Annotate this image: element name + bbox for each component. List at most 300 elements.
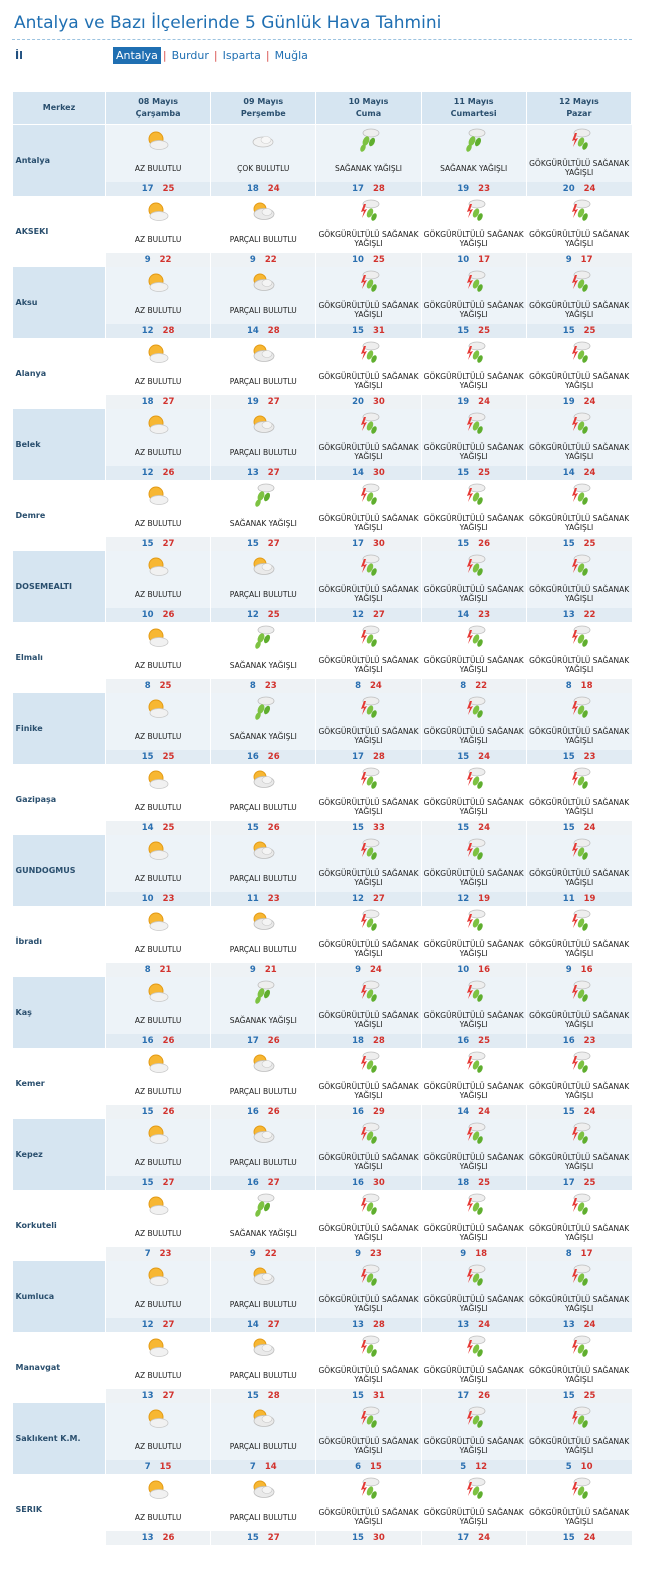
sun-cloud-icon: [106, 1332, 210, 1362]
day-header: [421, 92, 526, 125]
weather-description: GÖKGÜRÜLTÜLÜ SAĞANAK YAĞIŞLI: [318, 1437, 419, 1455]
weather-description: PARÇALI BULUTLU: [229, 1086, 297, 1096]
temperature-cell: [316, 1176, 421, 1190]
low-temp: 12: [352, 894, 364, 904]
weather-description: GÖKGÜRÜLTÜLÜ SAĞANAK YAĞIŞLI: [423, 372, 524, 390]
temperature-cell: [421, 1318, 526, 1332]
weather-description: AZ BULUTLU: [134, 234, 182, 244]
low-temp: 16: [246, 1178, 259, 1188]
low-temp: 13: [246, 468, 259, 478]
low-temp: 9: [249, 255, 256, 265]
city-name: Manavgat: [15, 1363, 61, 1372]
forecast-cell: [316, 1403, 421, 1460]
thunder-shower-icon: [422, 764, 526, 794]
low-temp: 15: [141, 1107, 154, 1117]
thunder-shower-icon: [422, 1048, 526, 1078]
weather-description: SAĞANAK YAĞIŞLI: [229, 518, 297, 528]
forecast-cell: [106, 622, 211, 679]
low-temp: 18: [457, 1178, 470, 1188]
weather-description: GÖKGÜRÜLTÜLÜ SAĞANAK YAĞIŞLI: [318, 869, 419, 887]
forecast-cell: [211, 1119, 316, 1176]
temperature-cell: [211, 1460, 316, 1474]
partly-cloudy-icon: [211, 551, 315, 581]
weather-description: GÖKGÜRÜLTÜLÜ SAĞANAK YAĞIŞLI: [529, 585, 630, 603]
high-temp: 27: [267, 1178, 280, 1188]
high-temp: 25: [583, 539, 596, 549]
thunder-shower-icon: [316, 1119, 420, 1149]
weather-description: GÖKGÜRÜLTÜLÜ SAĞANAK YAĞIŞLI: [423, 301, 524, 319]
low-temp: 15: [562, 1391, 575, 1401]
low-temp: 15: [562, 326, 575, 336]
thunder-shower-icon: [422, 906, 526, 936]
forecast-cell: [106, 551, 211, 608]
temperature-cell: [106, 1531, 211, 1545]
high-temp: 19: [478, 894, 490, 904]
high-temp: 27: [162, 1320, 175, 1330]
low-temp: 8: [460, 681, 467, 691]
high-temp: 30: [372, 397, 385, 407]
forecast-cell: [526, 551, 631, 608]
low-temp: 15: [457, 539, 470, 549]
table-header-row: [13, 92, 632, 125]
weather-description: GÖKGÜRÜLTÜLÜ SAĞANAK YAĞIŞLI: [529, 159, 630, 177]
day-date: 10 Mayıs: [348, 97, 389, 106]
temperature-cell: [106, 679, 211, 693]
high-temp: 26: [267, 823, 280, 833]
weather-description: GÖKGÜRÜLTÜLÜ SAĞANAK YAĞIŞLI: [318, 1508, 419, 1526]
low-temp: 8: [565, 1249, 572, 1259]
weather-description: AZ BULUTLU: [134, 660, 182, 670]
forecast-cell: [526, 1261, 631, 1318]
high-temp: 19: [583, 894, 596, 904]
low-temp: 9: [249, 1249, 256, 1259]
temperature-cell: [316, 1460, 421, 1474]
temperature-cell: [421, 892, 526, 906]
temperature-cell: [526, 1034, 631, 1048]
low-temp: 17: [352, 184, 364, 194]
high-temp: 29: [372, 1107, 385, 1117]
weather-description: GÖKGÜRÜLTÜLÜ SAĞANAK YAĞIŞLI: [423, 443, 524, 461]
temperature-cell: [421, 324, 526, 338]
forecast-cell: [421, 764, 526, 821]
temperature-cell: [526, 608, 631, 622]
temperature-cell: [526, 395, 631, 409]
high-temp: 23: [264, 681, 277, 691]
forecast-cell: [526, 622, 631, 679]
thunder-shower-icon: [527, 409, 632, 439]
high-temp: 25: [583, 1391, 596, 1401]
low-temp: 15: [352, 1391, 364, 1401]
high-temp: 24: [478, 823, 490, 833]
low-temp: 16: [141, 1036, 154, 1046]
high-temp: 24: [583, 1107, 596, 1117]
forecast-cell: [316, 977, 421, 1034]
temperature-cell: [211, 1531, 316, 1545]
weather-description: GÖKGÜRÜLTÜLÜ SAĞANAK YAĞIŞLI: [529, 869, 630, 887]
day-name: Çarşamba: [135, 109, 181, 118]
day-date: 08 Mayıs: [138, 97, 178, 106]
weather-description: SAĞANAK YAĞIŞLI: [229, 1015, 297, 1025]
low-temp: 15: [562, 752, 575, 762]
low-temp: 18: [352, 1036, 364, 1046]
sun-cloud-icon: [106, 267, 210, 297]
thunder-shower-icon: [316, 977, 420, 1007]
low-temp: 7: [144, 1462, 151, 1472]
high-temp: 23: [478, 184, 490, 194]
high-temp: 27: [162, 1178, 175, 1188]
low-temp: 17: [457, 1391, 470, 1401]
forecast-cell: [211, 267, 316, 324]
weather-description: GÖKGÜRÜLTÜLÜ SAĞANAK YAĞIŞLI: [529, 514, 630, 532]
thunder-shower-icon: [422, 196, 526, 226]
high-temp: 18: [475, 1249, 488, 1259]
shower-icon: [316, 125, 420, 155]
weather-description: GÖKGÜRÜLTÜLÜ SAĞANAK YAĞIŞLI: [318, 1295, 419, 1313]
thunder-shower-icon: [527, 338, 632, 368]
thunder-shower-icon: [422, 1474, 526, 1504]
low-temp: 10: [352, 255, 364, 265]
table-row: [13, 1190, 632, 1247]
weather-description: GÖKGÜRÜLTÜLÜ SAĞANAK YAĞIŞLI: [423, 1082, 524, 1100]
low-temp: 13: [141, 1391, 154, 1401]
thunder-shower-icon: [422, 977, 526, 1007]
weather-description: PARÇALI BULUTLU: [229, 1512, 297, 1522]
forecast-cell: [421, 480, 526, 537]
high-temp: 21: [159, 965, 172, 975]
low-temp: 8: [249, 681, 256, 691]
thunder-shower-icon: [316, 338, 420, 368]
table-row: [13, 622, 632, 679]
weather-description: PARÇALI BULUTLU: [229, 305, 297, 315]
high-temp: 24: [267, 184, 280, 194]
forecast-cell: [526, 1190, 631, 1247]
forecast-cell: [211, 764, 316, 821]
forecast-cell: [421, 125, 526, 183]
forecast-cell: [421, 1119, 526, 1176]
forecast-cell: [421, 196, 526, 253]
title-divider: [12, 39, 632, 40]
partly-cloudy-icon: [211, 1474, 315, 1504]
weather-description: SAĞANAK YAĞIŞLI: [229, 1228, 297, 1238]
forecast-table: [12, 91, 632, 1545]
tab-antalya[interactable]: Antalya: [113, 47, 161, 64]
temperature-cell: [211, 253, 316, 267]
temperature-cell: [421, 821, 526, 835]
low-temp: 16: [457, 1036, 470, 1046]
weather-description: GÖKGÜRÜLTÜLÜ SAĞANAK YAĞIŞLI: [529, 372, 630, 390]
high-temp: 23: [370, 1249, 382, 1259]
temperature-cell: [316, 395, 421, 409]
table-row: [13, 1048, 632, 1105]
thunder-shower-icon: [422, 1190, 526, 1220]
temperature-cell: [211, 324, 316, 338]
high-temp: 26: [478, 539, 490, 549]
sun-cloud-icon: [106, 409, 210, 439]
weather-description: GÖKGÜRÜLTÜLÜ SAĞANAK YAĞIŞLI: [318, 585, 419, 603]
weather-description: PARÇALI BULUTLU: [229, 376, 297, 386]
high-temp: 26: [162, 1036, 175, 1046]
weather-description: AZ BULUTLU: [134, 163, 182, 173]
temperature-row: [13, 1389, 632, 1403]
sun-cloud-icon: [106, 196, 210, 226]
low-temp: 6: [355, 1462, 361, 1472]
weather-description: PARÇALI BULUTLU: [229, 1157, 297, 1167]
high-temp: 24: [478, 1533, 490, 1543]
high-temp: 24: [583, 1533, 596, 1543]
table-row: [13, 338, 632, 395]
city-name: Kepez: [13, 1119, 106, 1190]
high-temp: 27: [162, 1391, 175, 1401]
high-temp: 25: [583, 326, 596, 336]
weather-description: GÖKGÜRÜLTÜLÜ SAĞANAK YAĞIŞLI: [318, 372, 419, 390]
weather-description: AZ BULUTLU: [134, 873, 182, 883]
forecast-cell: [526, 480, 631, 537]
temperature-cell: [211, 1105, 316, 1119]
forecast-cell: [316, 693, 421, 750]
low-temp: 12: [246, 610, 259, 620]
low-temp: 9: [249, 965, 256, 975]
temperature-cell: [526, 750, 631, 764]
low-temp: 15: [457, 326, 470, 336]
temperature-cell: [211, 537, 316, 551]
high-temp: 23: [478, 610, 490, 620]
high-temp: 15: [159, 1462, 172, 1472]
high-temp: 27: [267, 468, 280, 478]
table-row: [13, 409, 632, 466]
low-temp: 12: [141, 1320, 154, 1330]
low-temp: 9: [144, 255, 151, 265]
low-temp: 16: [562, 1036, 575, 1046]
forecast-cell: [421, 622, 526, 679]
temperature-cell: [316, 1247, 421, 1261]
forecast-cell: [106, 1190, 211, 1247]
temperature-row: [13, 537, 632, 551]
thunder-shower-icon: [316, 622, 420, 652]
temperature-row: [13, 1105, 632, 1119]
high-temp: 23: [583, 1036, 596, 1046]
temperature-cell: [211, 1389, 316, 1403]
thunder-shower-icon: [527, 1119, 632, 1149]
weather-description: PARÇALI BULUTLU: [229, 234, 297, 244]
high-temp: 24: [370, 965, 382, 975]
temperature-row: [13, 1034, 632, 1048]
temperature-cell: [421, 1176, 526, 1190]
low-temp: 9: [565, 255, 572, 265]
forecast-cell: [106, 906, 211, 963]
city-name: AKSEKI: [15, 227, 49, 236]
weather-description: AZ BULUTLU: [134, 376, 182, 386]
low-temp: 5: [460, 1462, 467, 1472]
weather-description: GÖKGÜRÜLTÜLÜ SAĞANAK YAĞIŞLI: [529, 301, 630, 319]
high-temp: 16: [478, 965, 490, 975]
forecast-cell: [421, 1332, 526, 1389]
temperature-row: [13, 466, 632, 480]
thunder-shower-icon: [316, 764, 420, 794]
high-temp: 31: [372, 326, 385, 336]
temperature-row: [13, 750, 632, 764]
thunder-shower-icon: [422, 1332, 526, 1362]
partly-cloudy-icon: [211, 1119, 315, 1149]
high-temp: 26: [162, 468, 175, 478]
forecast-cell: [106, 693, 211, 750]
thunder-shower-icon: [422, 1119, 526, 1149]
high-temp: 28: [372, 1320, 385, 1330]
sun-cloud-icon: [106, 338, 210, 368]
low-temp: 5: [565, 1462, 572, 1472]
table-row: [13, 693, 632, 750]
temperature-cell: [526, 1318, 631, 1332]
high-temp: 25: [372, 255, 385, 265]
high-temp: 23: [162, 894, 175, 904]
temperature-row: [13, 821, 632, 835]
forecast-cell: [316, 125, 421, 183]
weather-description: SAĞANAK YAĞIŞLI: [334, 163, 402, 173]
temperature-row: [13, 608, 632, 622]
table-row: [13, 1332, 632, 1389]
temperature-cell: [421, 182, 526, 196]
forecast-cell: [106, 267, 211, 324]
low-temp: 9: [460, 1249, 467, 1259]
low-temp: 16: [246, 752, 259, 762]
weather-description: GÖKGÜRÜLTÜLÜ SAĞANAK YAĞIŞLI: [423, 1224, 524, 1242]
high-temp: 24: [583, 397, 596, 407]
forecast-cell: [106, 764, 211, 821]
forecast-cell: [421, 835, 526, 892]
thunder-shower-icon: [527, 125, 632, 155]
forecast-cell: [106, 1119, 211, 1176]
low-temp: 8: [144, 965, 151, 975]
shower-icon: [211, 480, 315, 510]
temperature-cell: [421, 679, 526, 693]
forecast-cell: [316, 1261, 421, 1318]
forecast-cell: [106, 977, 211, 1034]
forecast-cell: [316, 196, 421, 253]
thunder-shower-icon: [316, 1332, 420, 1362]
temperature-cell: [106, 1460, 211, 1474]
temperature-row: [13, 1460, 632, 1474]
low-temp: 19: [457, 184, 470, 194]
partly-cloudy-icon: [211, 1403, 315, 1433]
temperature-cell: [526, 1460, 631, 1474]
low-temp: 13: [457, 1320, 470, 1330]
forecast-cell: [526, 1332, 631, 1389]
weather-description: AZ BULUTLU: [134, 447, 182, 457]
high-temp: 31: [372, 1391, 385, 1401]
low-temp: 11: [246, 894, 259, 904]
forecast-cell: [211, 1048, 316, 1105]
temperature-row: [13, 1247, 632, 1261]
thunder-shower-icon: [527, 977, 632, 1007]
partly-cloudy-icon: [211, 196, 315, 226]
high-temp: 26: [478, 1391, 490, 1401]
weather-description: GÖKGÜRÜLTÜLÜ SAĞANAK YAĞIŞLI: [318, 798, 419, 816]
low-temp: 16: [352, 1107, 364, 1117]
city-name: Antalya: [13, 125, 106, 197]
low-temp: 13: [562, 1320, 575, 1330]
high-temp: 27: [267, 539, 280, 549]
temperature-cell: [106, 1389, 211, 1403]
high-temp: 26: [267, 1036, 280, 1046]
city-name: Alanya: [15, 369, 47, 378]
low-temp: 8: [144, 681, 151, 691]
tab-mugla[interactable]: Muğla: [274, 49, 308, 62]
forecast-cell: [316, 906, 421, 963]
forecast-cell: [316, 764, 421, 821]
forecast-cell: [421, 977, 526, 1034]
thunder-shower-icon: [422, 551, 526, 581]
weather-description: GÖKGÜRÜLTÜLÜ SAĞANAK YAĞIŞLI: [423, 940, 524, 958]
low-temp: 20: [352, 397, 364, 407]
temperature-cell: [316, 963, 421, 977]
temperature-cell: [526, 253, 631, 267]
forecast-cell: [211, 338, 316, 395]
high-temp: 22: [264, 255, 277, 265]
high-temp: 28: [372, 1036, 385, 1046]
forecast-cell: [526, 764, 631, 821]
sun-cloud-icon: [106, 835, 210, 865]
forecast-cell: [421, 693, 526, 750]
forecast-cell: [421, 1474, 526, 1531]
forecast-cell: [316, 1119, 421, 1176]
high-temp: 25: [478, 326, 490, 336]
weather-description: GÖKGÜRÜLTÜLÜ SAĞANAK YAĞIŞLI: [529, 1295, 630, 1313]
high-temp: 24: [583, 823, 596, 833]
low-temp: 12: [141, 326, 154, 336]
thunder-shower-icon: [422, 693, 526, 723]
temperature-cell: [421, 963, 526, 977]
page-title: Antalya ve Bazı İlçelerinde 5 Günlük Hava Tahmini: [14, 13, 442, 33]
temperature-cell: [211, 1247, 316, 1261]
high-temp: 12: [475, 1462, 488, 1472]
temperature-cell: [421, 466, 526, 480]
temperature-cell: [316, 750, 421, 764]
weather-description: GÖKGÜRÜLTÜLÜ SAĞANAK YAĞIŞLI: [529, 1508, 630, 1526]
low-temp: 18: [141, 397, 154, 407]
forecast-cell: [421, 551, 526, 608]
low-temp: 17: [246, 1036, 259, 1046]
weather-description: GÖKGÜRÜLTÜLÜ SAĞANAK YAĞIŞLI: [423, 1366, 524, 1384]
thunder-shower-icon: [422, 409, 526, 439]
high-temp: 25: [162, 823, 175, 833]
city-name: Demre: [15, 511, 46, 520]
tab-burdur[interactable]: Burdur: [171, 49, 209, 62]
temperature-cell: [211, 892, 316, 906]
forecast-cell: [211, 1332, 316, 1389]
sun-cloud-icon: [106, 764, 210, 794]
forecast-cell: [211, 125, 316, 183]
temperature-cell: [526, 1389, 631, 1403]
high-temp: 25: [267, 610, 280, 620]
weather-description: AZ BULUTLU: [134, 802, 182, 812]
temperature-cell: [106, 537, 211, 551]
thunder-shower-icon: [527, 267, 632, 297]
temperature-cell: [211, 1318, 316, 1332]
low-temp: 8: [355, 681, 361, 691]
low-temp: 14: [562, 468, 575, 478]
low-temp: 10: [141, 610, 154, 620]
temperature-cell: [106, 608, 211, 622]
tab-isparta[interactable]: Isparta: [222, 49, 261, 62]
weather-description: GÖKGÜRÜLTÜLÜ SAĞANAK YAĞIŞLI: [423, 1508, 524, 1526]
forecast-cell: [211, 409, 316, 466]
temperature-cell: [421, 1105, 526, 1119]
weather-description: PARÇALI BULUTLU: [229, 1370, 297, 1380]
temperature-cell: [211, 679, 316, 693]
forecast-cell: [211, 906, 316, 963]
thunder-shower-icon: [316, 1403, 420, 1433]
table-row: [13, 267, 632, 324]
temperature-cell: [211, 466, 316, 480]
